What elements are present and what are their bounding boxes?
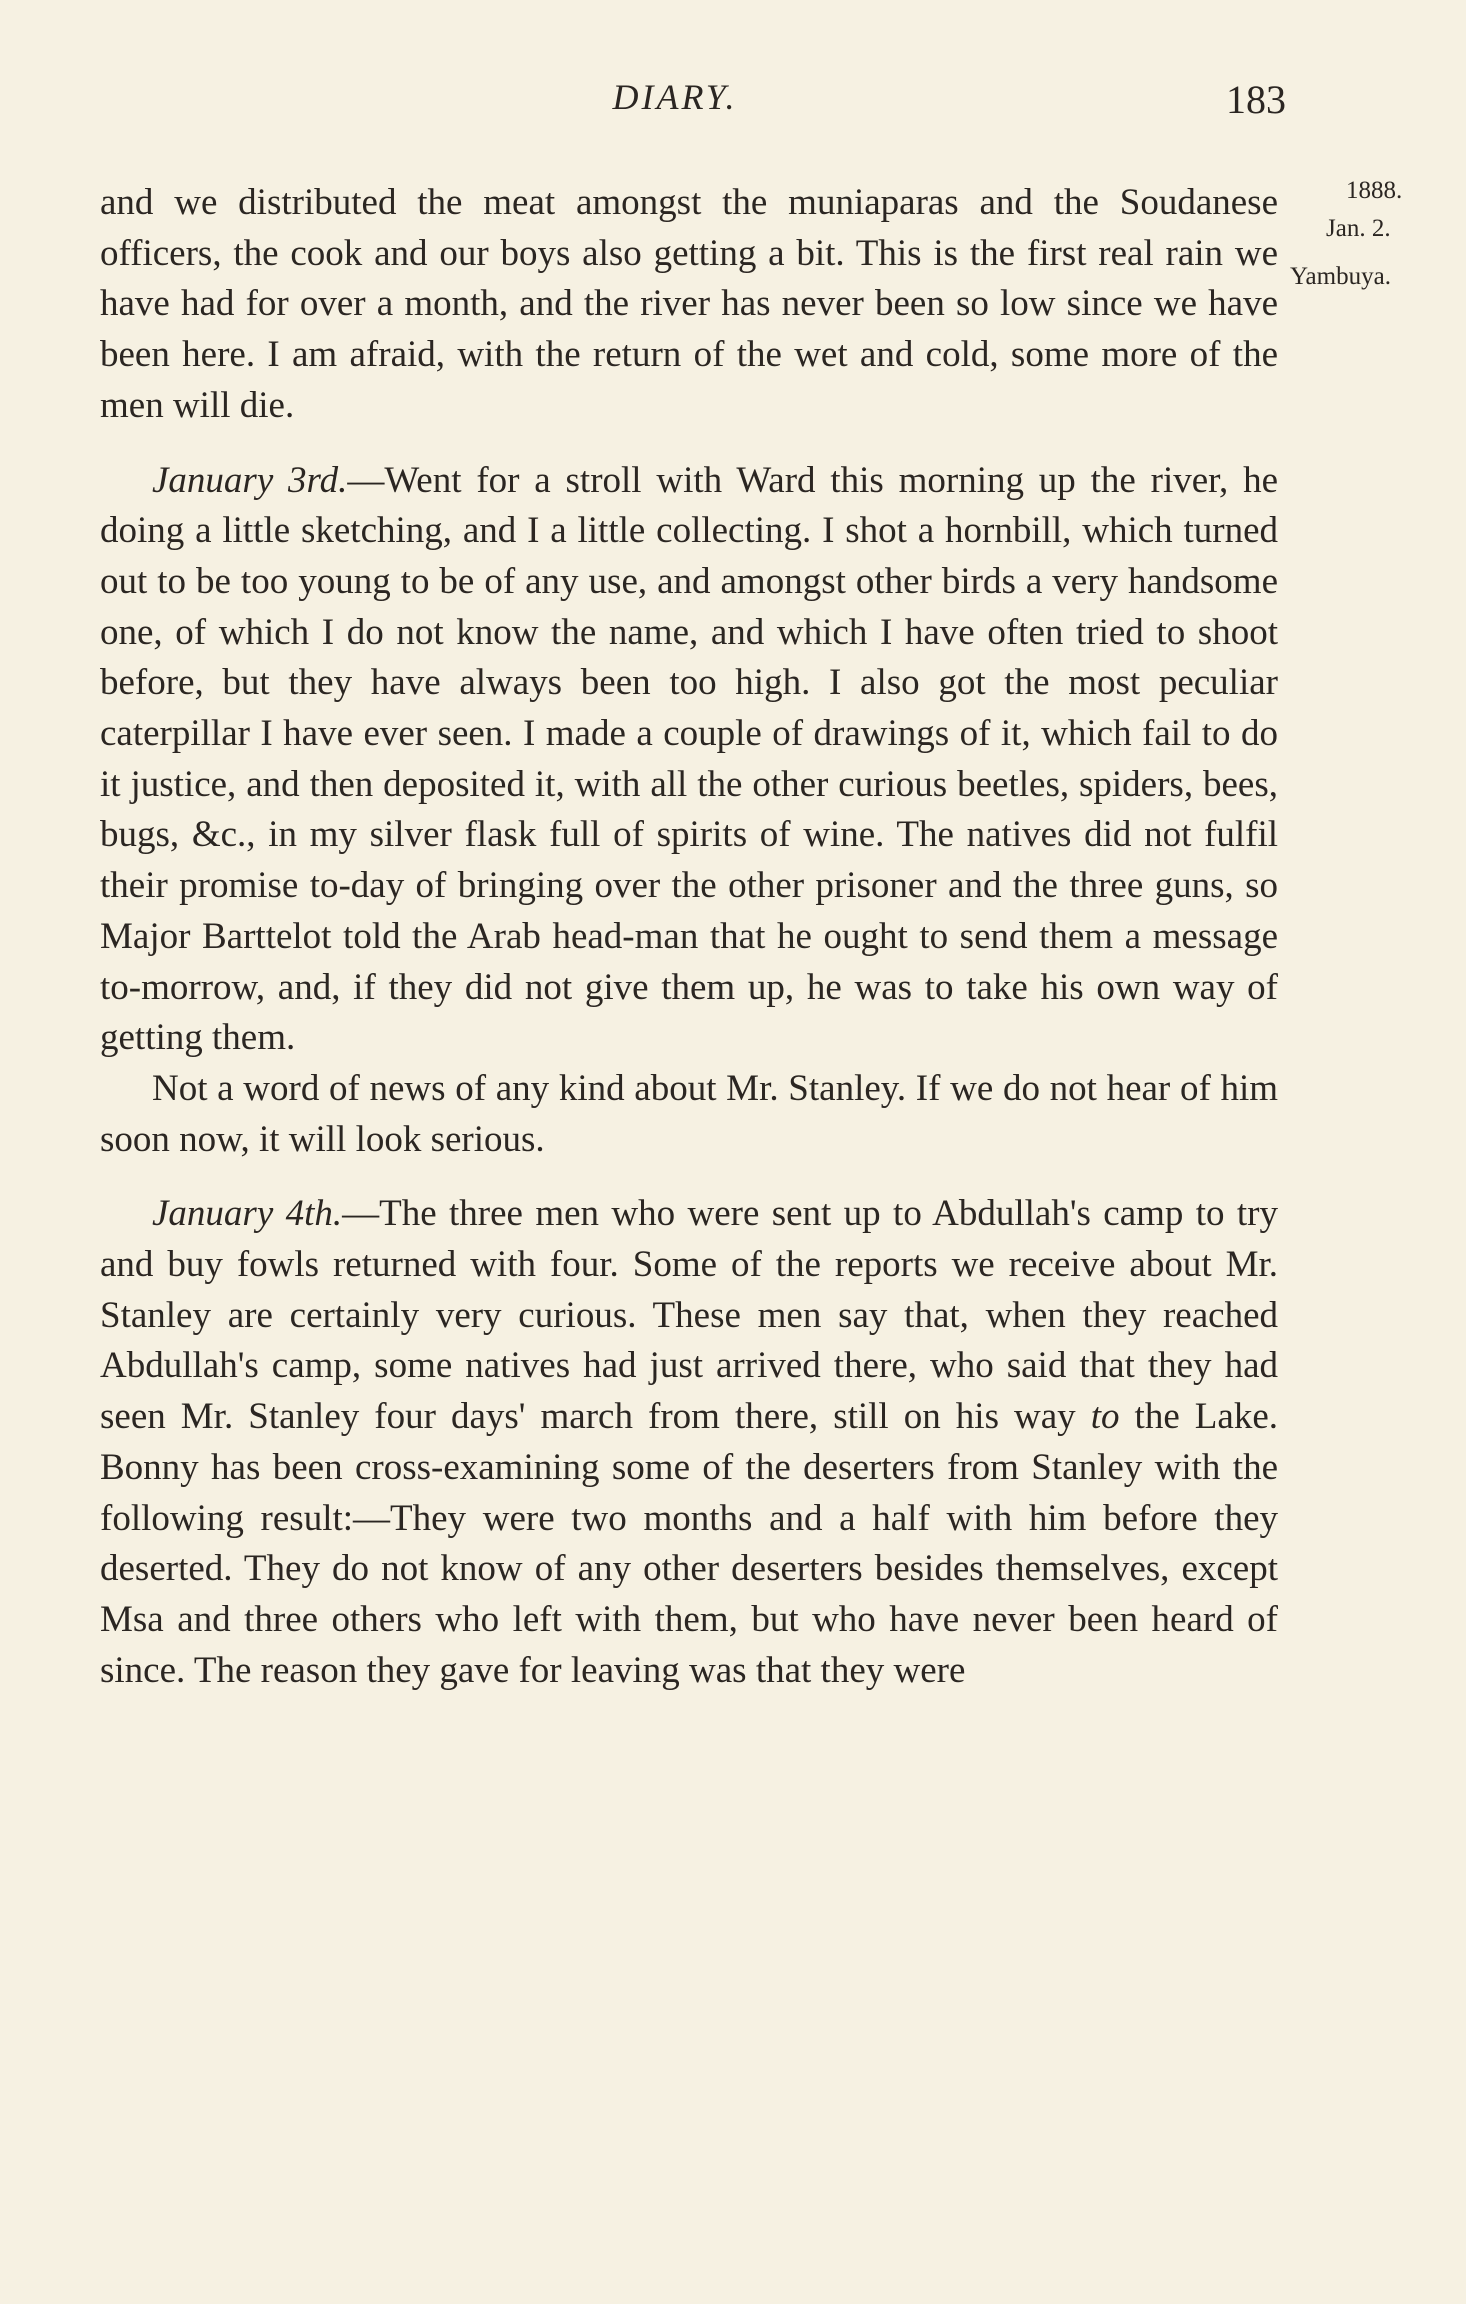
entry-text: the Lake. Bonny has been cross-examining some of the deserters from Stanley with the following result:—They were two months and a half with him before they deserted. They do not know of any other deserters besides themselves, except Msa and three others who left with them, but who have never been heard of since. The reason they gave for leaving was that they were [100,1396,1278,1691]
running-title: DIARY. [612,77,738,117]
entry-january-3 [100,456,1278,1064]
body-text [100,178,1278,1696]
margin-note-place: Yambuya. [1290,263,1391,290]
paragraph-continued: and we distributed the meat amongst the muniaparas and the Soudanese officers, the cook and our boys also getting a bit. This is the first real rain we have had for over a month, and the river has never been so low since we have been here. I am afraid, with the return of the wet and cold, some more of the men will die. [100,182,1278,426]
margin-note-year: 1888. [1346,177,1403,204]
entry-date: January 3rd. [152,459,348,501]
entry-date: January 4th. [152,1193,343,1235]
margin-note-date: Jan. 2. [1326,215,1391,242]
entry-text: —The three men who were sent up to Abdullah's camp to try and buy fowls returned with four. Some of the reports we receive about Mr. Stanley are certainly very curious. These men say that, when they reached Abdullah's camp, some natives had just arrived there, who said that they had seen Mr. Stanley four days' march from there, still on his way [100,1193,1278,1438]
emphasis-word: to [1090,1396,1120,1438]
paragraph-stanley-news: Not a word of news of any kind about Mr. Stanley. If we do not hear of him soon now, it will look serious. [100,1067,1278,1160]
page-number: 183 [1226,77,1286,122]
page-header [0,76,1466,126]
entry-text: —Went for a stroll with Ward this morning up the river, he doing a little sketching, and I a little collecting. I shot a hornbill, which turned out to be too young to be of any use, and amongst other birds a very handsome one, of which I do not know the name, and which I have often tried to shoot before, but they have always been too high. I also got the most peculiar caterpillar I have ever seen. I made a couple of drawings of it, which fail to do it justice, and then deposited it, with all the other curious beetles, spiders, bees, bugs, &c., in my silver flask full of spirits of wine. The natives did not fulfil their promise to-day of bringing over the other prisoner and the three guns, so Major Barttelot told the Arab head-man that he ought to send them a message to-morrow, and, if they did not give them up, he was to take his own way of getting them. [100,459,1278,1059]
entry-january-4 [100,1189,1278,1696]
